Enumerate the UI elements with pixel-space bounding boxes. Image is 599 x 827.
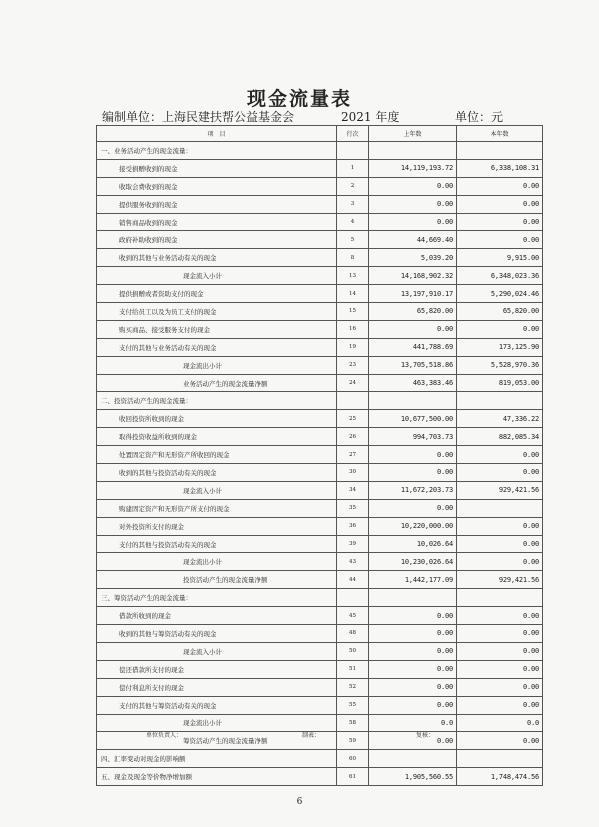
table-row [97, 607, 543, 625]
row-prior-amount: 13,197,910.17 [369, 285, 457, 303]
cash-flow-table [96, 125, 543, 786]
row-line-number [337, 392, 369, 410]
preparer-label: 制表： [302, 732, 321, 739]
row-current-amount: 0.00 [457, 535, 543, 553]
row-prior-amount: 10,026.64 [369, 535, 457, 553]
row-line-number: 19 [337, 338, 369, 356]
row-line-number: 27 [337, 446, 369, 464]
row-label: 收回投资所收到的现金 [97, 410, 337, 428]
row-label: 收到的其他与投资活动有关的现金 [97, 464, 337, 482]
column-header-prior: 上年数 [369, 126, 457, 142]
row-prior-amount: 0.00 [369, 732, 457, 750]
page-number: 6 [296, 797, 303, 807]
row-prior-amount: 1,905,560.55 [369, 768, 457, 786]
row-line-number: 35 [337, 499, 369, 517]
row-label: 一、业务活动产生的现金流量： [97, 142, 337, 160]
row-current-amount: 0.00 [457, 607, 543, 625]
row-line-number: 23 [337, 356, 369, 374]
row-current-amount: 0.00 [457, 517, 543, 535]
row-current-amount: 0.00 [457, 732, 543, 750]
row-label: 现金流入小计 [97, 267, 337, 285]
row-label: 购买商品、接受服务支付的现金 [97, 320, 337, 338]
table-row [97, 625, 543, 643]
row-label: 销售商品收到的现金 [97, 213, 337, 231]
row-current-amount: 882,085.34 [457, 428, 543, 446]
row-line-number: 15 [337, 303, 369, 321]
row-prior-amount: 1,442,177.09 [369, 571, 457, 589]
row-prior-amount: 13,705,518.86 [369, 356, 457, 374]
row-line-number: 39 [337, 535, 369, 553]
table-row [97, 320, 543, 338]
row-prior-amount: 65,820.00 [369, 303, 457, 321]
table-row [97, 177, 543, 195]
row-line-number: 3 [337, 195, 369, 213]
row-line-number: 25 [337, 410, 369, 428]
row-current-amount: 0.00 [457, 625, 543, 643]
row-prior-amount: 463,383.46 [369, 374, 457, 392]
currency-unit: 单位：元 [455, 110, 504, 124]
row-current-amount: 47,336.22 [457, 410, 543, 428]
column-header-line: 行次 [337, 126, 369, 142]
row-prior-amount: 0.00 [369, 464, 457, 482]
column-header-current: 本年数 [457, 126, 543, 142]
row-label: 提供服务收到的现金 [97, 195, 337, 213]
table-header-row [97, 126, 543, 142]
row-line-number: 13 [337, 267, 369, 285]
row-current-amount [457, 392, 543, 410]
row-line-number: 1 [337, 159, 369, 177]
row-current-amount: 0.00 [457, 696, 543, 714]
row-prior-amount: 0.00 [369, 660, 457, 678]
table-row [97, 535, 543, 553]
row-prior-amount: 14,168,902.32 [369, 267, 457, 285]
table-row [97, 303, 543, 321]
row-label: 支付的其他与业务活动有关的现金 [97, 338, 337, 356]
table-row [97, 553, 543, 571]
row-line-number: 58 [337, 714, 369, 732]
row-current-amount [457, 750, 543, 768]
row-current-amount: 0.00 [457, 642, 543, 660]
row-current-amount: 0.00 [457, 660, 543, 678]
row-label: 现金流入小计 [97, 642, 337, 660]
row-label: 处置固定资产和无形资产所收回的现金 [97, 446, 337, 464]
table-row [97, 642, 543, 660]
row-label: 偿付利息所支付的现金 [97, 678, 337, 696]
row-prior-amount [369, 142, 457, 160]
row-prior-amount: 0.00 [369, 213, 457, 231]
row-current-amount: 0.00 [457, 177, 543, 195]
row-prior-amount: 0.00 [369, 678, 457, 696]
row-current-amount: 5,528,970.36 [457, 356, 543, 374]
row-label: 投资活动产生的现金流量净额 [97, 571, 337, 589]
table-row [97, 374, 543, 392]
row-label: 支付给员工以及为员工支付的现金 [97, 303, 337, 321]
table-row [97, 571, 543, 589]
row-current-amount: 0.00 [457, 678, 543, 696]
row-line-number: 4 [337, 213, 369, 231]
row-label: 提供捐赠或者资助支付的现金 [97, 285, 337, 303]
table-row [97, 428, 543, 446]
row-line-number: 59 [337, 732, 369, 750]
signature-footer [96, 728, 542, 742]
row-prior-amount: 0.00 [369, 625, 457, 643]
row-current-amount: 5,290,024.46 [457, 285, 543, 303]
row-current-amount: 65,820.00 [457, 303, 543, 321]
row-label: 四、汇率变动对现金的影响额 [97, 750, 337, 768]
table-row [97, 410, 543, 428]
table-row [97, 159, 543, 177]
row-label: 三、筹资活动产生的现金流量： [97, 589, 337, 607]
row-label: 现金流入小计 [97, 481, 337, 499]
table-row [97, 464, 543, 482]
row-line-number [337, 142, 369, 160]
row-prior-amount: 0.00 [369, 195, 457, 213]
row-line-number: 8 [337, 249, 369, 267]
row-prior-amount [369, 392, 457, 410]
table-row [97, 768, 543, 786]
row-current-amount: 6,348,023.36 [457, 267, 543, 285]
table-row [97, 660, 543, 678]
row-prior-amount: 0.00 [369, 446, 457, 464]
row-current-amount: 0.00 [457, 446, 543, 464]
page-title: 现金流量表 [246, 88, 352, 110]
row-label: 支付的其他与投资活动有关的现金 [97, 535, 337, 553]
row-prior-amount: 0.0 [369, 714, 457, 732]
column-header-item: 项 目 [97, 126, 337, 142]
row-current-amount: 0.00 [457, 464, 543, 482]
row-prior-amount: 14,119,193.72 [369, 159, 457, 177]
row-prior-amount: 0.00 [369, 320, 457, 338]
row-current-amount [457, 142, 543, 160]
owner-label: 单位负责人： [146, 732, 183, 739]
row-prior-amount: 994,703.73 [369, 428, 457, 446]
report-year: 2021 年度 [341, 110, 400, 124]
row-label: 现金流出小计 [97, 714, 337, 732]
row-current-amount: 819,053.00 [457, 374, 543, 392]
row-prior-amount: 0.00 [369, 177, 457, 195]
row-prior-amount: 10,220,000.00 [369, 517, 457, 535]
row-label: 筹资活动产生的现金流量净额 [97, 732, 337, 750]
table-row [97, 249, 543, 267]
row-label: 偿还借款所支付的现金 [97, 660, 337, 678]
row-line-number: 14 [337, 285, 369, 303]
table-row [97, 213, 543, 231]
row-line-number: 34 [337, 481, 369, 499]
row-prior-amount: 44,669.40 [369, 231, 457, 249]
table-row [97, 696, 543, 714]
row-current-amount: 0.00 [457, 553, 543, 571]
row-current-amount: 173,125.90 [457, 338, 543, 356]
table-row [97, 267, 543, 285]
table-row [97, 231, 543, 249]
table-row [97, 338, 543, 356]
row-label: 政府补助收到的现金 [97, 231, 337, 249]
row-label: 收到的其他与业务活动有关的现金 [97, 249, 337, 267]
row-label: 现金流出小计 [97, 356, 337, 374]
row-label: 收取会费收到的现金 [97, 177, 337, 195]
row-current-amount: 0.0 [457, 714, 543, 732]
row-line-number: 51 [337, 660, 369, 678]
table-row [97, 142, 543, 160]
row-line-number: 43 [337, 553, 369, 571]
row-prior-amount: 11,672,203.73 [369, 481, 457, 499]
row-line-number: 48 [337, 625, 369, 643]
row-current-amount: 1,748,474.56 [457, 768, 543, 786]
table-row [97, 285, 543, 303]
row-label: 收到的其他与筹资活动有关的现金 [97, 625, 337, 643]
row-line-number: 60 [337, 750, 369, 768]
row-label: 购建固定资产和无形资产所支付的现金 [97, 499, 337, 517]
table-row [97, 589, 543, 607]
row-label: 二、投资活动产生的现金流量： [97, 392, 337, 410]
row-line-number: 45 [337, 607, 369, 625]
row-prior-amount: 0.00 [369, 696, 457, 714]
row-line-number: 24 [337, 374, 369, 392]
row-current-amount: 929,421.56 [457, 481, 543, 499]
row-prior-amount: 0.00 [369, 499, 457, 517]
row-current-amount: 6,338,108.31 [457, 159, 543, 177]
row-prior-amount: 441,788.69 [369, 338, 457, 356]
table-row [97, 678, 543, 696]
row-label: 接受捐赠收到的现金 [97, 159, 337, 177]
row-label: 借款所收到的现金 [97, 607, 337, 625]
row-line-number [337, 589, 369, 607]
row-prior-amount: 0.00 [369, 642, 457, 660]
row-prior-amount: 0.00 [369, 607, 457, 625]
row-label: 现金流出小计 [97, 553, 337, 571]
table-body [97, 142, 543, 786]
row-current-amount [457, 499, 543, 517]
reviewer-label: 复核： [416, 732, 435, 739]
row-prior-amount: 5,039.20 [369, 249, 457, 267]
row-label: 五、现金及现金等价物净增加额 [97, 768, 337, 786]
reporting-unit: 编制单位：上海民建扶帮公益基金会 [102, 110, 295, 124]
row-current-amount: 0.00 [457, 231, 543, 249]
table-row [97, 750, 543, 768]
table-row [97, 517, 543, 535]
table-row [97, 446, 543, 464]
row-current-amount [457, 589, 543, 607]
row-line-number: 55 [337, 696, 369, 714]
row-line-number: 44 [337, 571, 369, 589]
row-line-number: 16 [337, 320, 369, 338]
row-current-amount: 929,421.56 [457, 571, 543, 589]
row-line-number: 5 [337, 231, 369, 249]
row-line-number: 36 [337, 517, 369, 535]
row-line-number: 61 [337, 768, 369, 786]
row-line-number: 26 [337, 428, 369, 446]
row-label: 业务活动产生的现金流量净额 [97, 374, 337, 392]
row-prior-amount: 10,230,026.64 [369, 553, 457, 571]
row-line-number: 2 [337, 177, 369, 195]
row-prior-amount [369, 750, 457, 768]
row-prior-amount: 10,677,500.00 [369, 410, 457, 428]
row-line-number: 30 [337, 464, 369, 482]
row-line-number: 52 [337, 678, 369, 696]
row-current-amount: 0.00 [457, 213, 543, 231]
row-current-amount: 9,915.00 [457, 249, 543, 267]
table-row [97, 481, 543, 499]
table-row [97, 392, 543, 410]
row-label: 对外投资所支付的现金 [97, 517, 337, 535]
table-row [97, 195, 543, 213]
row-current-amount: 0.00 [457, 320, 543, 338]
row-prior-amount [369, 589, 457, 607]
table-row [97, 499, 543, 517]
row-current-amount: 0.00 [457, 195, 543, 213]
row-label: 取得投资收益所收到的现金 [97, 428, 337, 446]
table-row [97, 356, 543, 374]
row-label: 支付的其他与筹资活动有关的现金 [97, 696, 337, 714]
row-line-number: 50 [337, 642, 369, 660]
